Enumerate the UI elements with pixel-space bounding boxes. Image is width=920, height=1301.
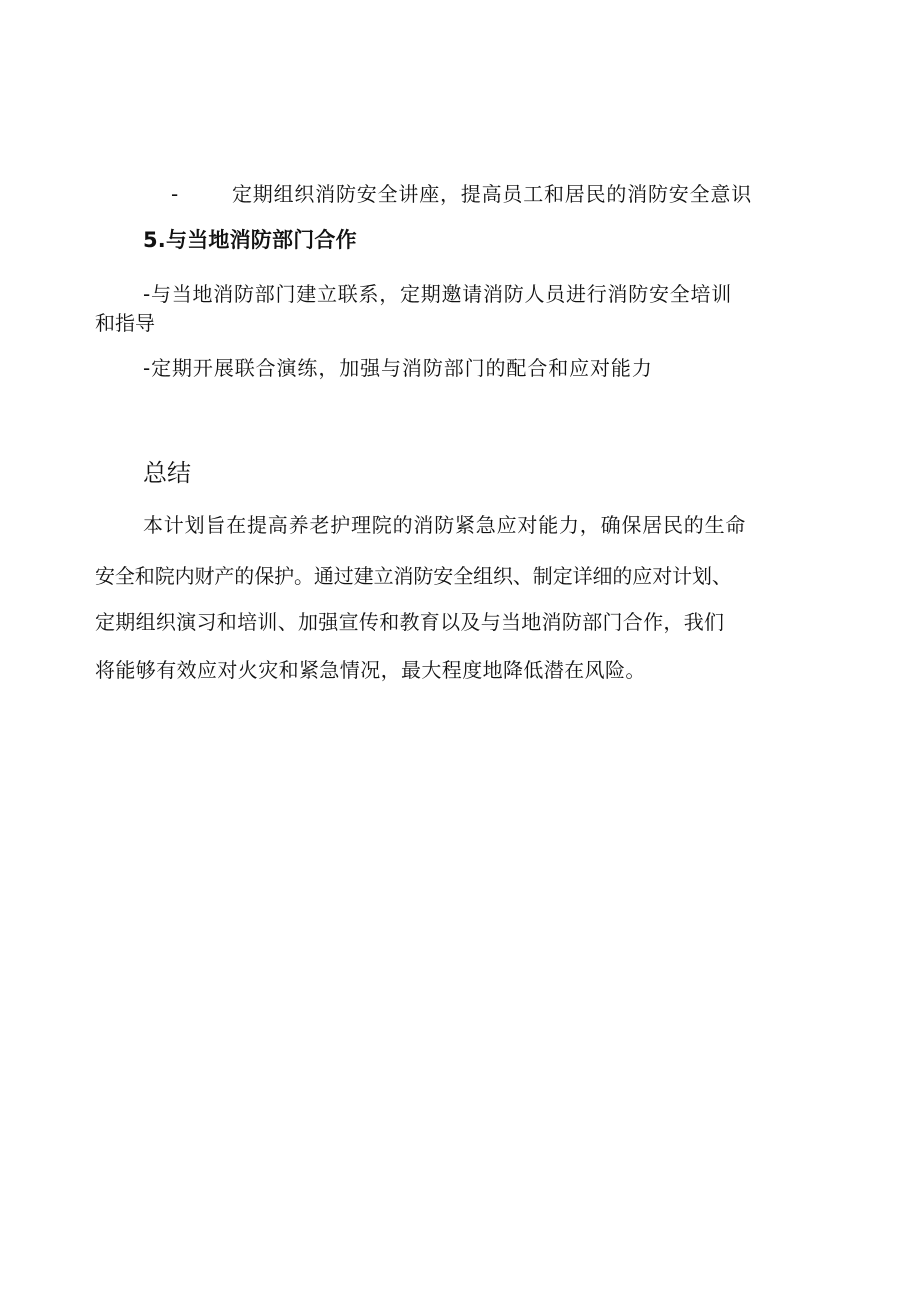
list-item-text: -定期开展联合演练，加强与消防部门的配合和应对能力 [143,356,653,380]
list-item-text-continuation: 和指导 [95,311,155,335]
list-item-text: 定期组织消防安全讲座，提高员工和居民的消防安全意识 [232,182,752,206]
bullet-dash: - [171,182,179,206]
summary-paragraph-line: 本计划旨在提高养老护理院的消防紧急应对能力，确保居民的生命 [143,513,747,537]
list-item-text: -与当地消防部门建立联系，定期邀请消防人员进行消防安全培训 [143,282,732,306]
summary-paragraph-line: 将能够有效应对火灾和紧急情况，最大程度地降低潜在风险。 [95,658,646,682]
summary-paragraph-line: 定期组织演习和培训、加强宣传和教育以及与当地消防部门合作，我们 [95,610,725,634]
section-heading: 5.与当地消防部门合作 [143,228,357,252]
summary-heading: 总结 [143,459,191,487]
summary-paragraph-line: 安全和院内财产的保护。通过建立消防安全组织、制定详细的应对计划、 [95,564,732,588]
